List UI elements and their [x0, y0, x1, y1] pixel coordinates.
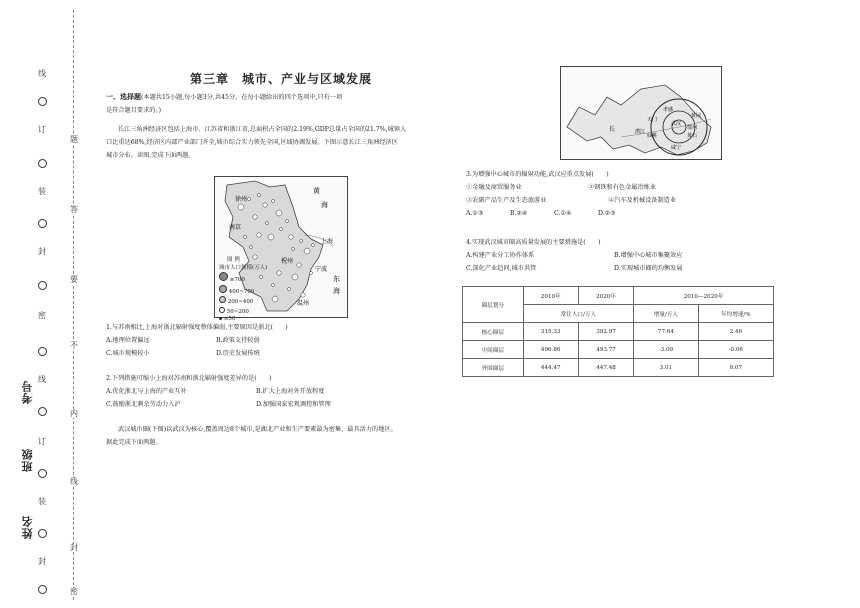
map-city-dot: [257, 233, 261, 237]
section-header: [106, 90, 342, 117]
map-city-dot: [263, 203, 267, 207]
binding-line: [73, 10, 74, 600]
question-1: [106, 321, 288, 360]
legend-item-5: ≤50: [223, 316, 236, 322]
binding-char: 订: [38, 125, 46, 134]
map-city-dot: [250, 246, 253, 249]
q1-option-a[interactable]: A.地理位置偏远: [106, 337, 150, 344]
map2-label-huangshi: 黄石: [687, 133, 698, 139]
question-2: [106, 372, 331, 411]
legend-subtitle: 城市人口规模(万人): [219, 264, 268, 271]
map-label-hai-2: 海: [333, 287, 340, 295]
binding-inner-char: 不: [70, 341, 78, 350]
section-note-2: 是符合题目要求的。): [106, 107, 162, 114]
table-cell: 447.48: [578, 359, 633, 377]
q1-option-d[interactable]: D.历史发展传统: [216, 350, 260, 357]
binding-circle: [38, 529, 47, 538]
table-header-region: 圈层划分: [463, 287, 524, 323]
q2-option-b[interactable]: B.扩大上海对外开放程度: [256, 388, 325, 395]
map-city-dot: [292, 248, 295, 251]
map-city-dot: [244, 236, 247, 239]
q1-stem: 1.与苏南相比,上海对浙北辐射强度整体偏弱,主要原因是浙北( ): [106, 324, 288, 331]
map-city-dot: [277, 271, 281, 275]
q3-option-c[interactable]: C.①④: [554, 210, 572, 217]
binding-circle: [38, 407, 47, 416]
table-cell: -0.06: [698, 341, 773, 359]
legend-item-3: 200~400: [227, 299, 254, 305]
table-cell: 2.46: [698, 323, 773, 341]
question-4: [466, 236, 683, 275]
intro-line-1: 长江三角洲经济区包括上海市、江苏省和浙江省,总面积占全国的2.19%,GDP总量占全国的21.7%,城镇人: [118, 126, 407, 133]
map-city-dot: [272, 200, 275, 203]
map-city-dot: [301, 293, 305, 297]
q4-option-c[interactable]: C.深化产业趋同,城市共管: [466, 265, 537, 272]
map-label-huang: 黄: [313, 187, 320, 195]
q2-stem: 2.下列措施可缩小上海对苏南和浙北辐射强度差异的是( ): [106, 375, 272, 382]
table-cell: 315.33: [523, 323, 578, 341]
legend-item-1: ≥700: [229, 277, 245, 283]
table-cell: 0.07: [698, 359, 773, 377]
q4-option-d[interactable]: D.实现城市圈的均衡发展: [614, 265, 683, 272]
binding-circle: [38, 469, 47, 478]
map-city-dot: [276, 210, 282, 216]
map-label-xuzhou: 徐州: [235, 196, 248, 203]
q2-option-a[interactable]: A.优化浙北与上海的产业互补: [106, 388, 187, 395]
q4-option-b[interactable]: B.增强中心城市集聚效应: [614, 252, 683, 259]
q3-item-3: ③农副产品生产及生态旅游业: [466, 197, 547, 204]
binding-circle: [38, 347, 47, 356]
q2-option-c[interactable]: C.鼓励浙北剩余劳动力入沪: [106, 401, 181, 408]
passage-2: [106, 423, 397, 449]
binding-char: 封: [38, 557, 46, 566]
q2-option-d[interactable]: D.加强国家宏观调控和管理: [256, 401, 331, 408]
map2-label-xiaogan: 孝感: [663, 107, 674, 113]
map2-label-ezhou: 鄂州: [687, 125, 698, 131]
q3-stem: 3.为增强中心城市的辐射功能,武汉应重点发展( ): [466, 171, 609, 178]
map-city-dot: [266, 222, 269, 225]
binding-circle: [38, 281, 47, 290]
binding-inner-char: 密: [70, 587, 78, 596]
table-cell: 核心圈层: [463, 323, 524, 341]
binding-inner-char: 内: [70, 409, 78, 418]
map2-label-xiantao: 仙桃: [647, 133, 658, 139]
map-city-dot: [288, 288, 291, 291]
map-city-dot: [300, 240, 303, 243]
map-city-dot: [248, 198, 251, 201]
q3-option-d[interactable]: D.②③: [598, 210, 616, 217]
table-cell: 3.01: [634, 359, 698, 377]
binding-char: 线: [38, 69, 46, 78]
map-label-wenzhou: 温州: [297, 300, 310, 307]
table-header-span: 2010—2020年: [634, 287, 774, 305]
table-header-2010: 2010年: [523, 287, 578, 305]
passage-1: [106, 123, 406, 162]
map-city-dot: [304, 248, 310, 254]
table-cell: 中间圈层: [463, 341, 524, 359]
q3-option-a[interactable]: A.①③: [466, 210, 484, 217]
name-label: 姓名: [21, 515, 34, 539]
map-label-shanghai: 上海: [321, 238, 334, 245]
binding-inner-char: 线: [70, 477, 78, 486]
map2-label-chang: 长: [609, 126, 616, 133]
question-3: [466, 168, 676, 220]
table-cell: 444.47: [523, 359, 578, 377]
q3-item-1: ①金融及商贸服务业: [466, 184, 522, 191]
map-city-dot: [258, 194, 261, 197]
q1-option-b[interactable]: B.政策支持较弱: [216, 337, 260, 344]
chapter-title: 第三章 城市、产业与区域发展: [190, 72, 373, 86]
intro-line-3: 城市分布。读图,完成下面两题。: [106, 152, 195, 159]
table-subheader-pop: 常住人口/万人: [523, 305, 634, 323]
binding-circle: [38, 159, 47, 168]
map2-label-qianjiang: 潜江: [635, 129, 646, 135]
binding-char: 装: [38, 497, 46, 506]
map-city-dot: [238, 204, 244, 210]
map2-label-xianning: 咸宁: [671, 145, 682, 151]
map-city-dot: [280, 228, 283, 231]
map-label-nanjing: 南京: [229, 224, 242, 231]
map-label-dong: 东: [333, 275, 340, 283]
q3-item-2: ②钢铁和有色金属冶炼业: [588, 184, 657, 191]
table-row: [463, 341, 774, 359]
table-row: [463, 323, 774, 341]
map-city-dot: [310, 272, 313, 275]
class-label: 班级: [21, 448, 34, 472]
binding-inner-char: 要: [70, 275, 78, 284]
intro-line-2: 口比重达68%,经济区内部产业部门齐全,城市综合实力领先全国,区域协调发展。下图示意长江三角洲经济区: [106, 139, 398, 146]
map-city-dot: [253, 215, 257, 219]
table-cell: 外围圈层: [463, 359, 524, 377]
map-label-hangzhou: 杭州: [281, 258, 294, 265]
binding-circle: [38, 219, 47, 228]
binding-char: 订: [38, 437, 46, 446]
binding-char: 线: [38, 375, 46, 384]
map-city-dot: [272, 296, 278, 302]
binding-char: 密: [38, 311, 46, 320]
legend-item-4: 50~200: [226, 308, 249, 315]
map-legend: [219, 257, 267, 324]
wuhan-map-figure: [561, 67, 721, 159]
legend-item-2: 400~700: [228, 288, 255, 295]
table-cell: 496.86: [523, 341, 578, 359]
exam-number-label: 考号: [21, 380, 34, 404]
table-cell: 77.64: [634, 323, 698, 341]
map-city-dot: [268, 234, 274, 240]
wuhan-intro-1: 武汉城市圈(下图)以武汉为核心,覆盖周边8个城市,是湖北产业和生产要素最为密集、最具活力的地区。: [118, 426, 397, 433]
table-cell: 493.77: [578, 341, 633, 359]
legend-title: 图 例: [227, 257, 240, 263]
map-city-dot: [272, 284, 275, 287]
map-label-ningbo: 宁波: [315, 266, 328, 273]
map-city-dot: [289, 235, 293, 239]
section-heading: 一、选择题: [106, 92, 141, 101]
wuhan-intro-2: 据此完成下面两题。: [106, 439, 162, 446]
section-note-1: (本题共15小题,每小题3分,共45分。在每小题给出的四个选项中,只有一项: [141, 94, 343, 101]
binding-char: 装: [38, 187, 46, 196]
table-subheader-increase: 增量/万人: [634, 305, 698, 323]
q4-option-a[interactable]: A.构建产业分工协作体系: [466, 252, 535, 259]
map2-label-huanggang: 黄冈: [691, 113, 702, 119]
table-header-2020: 2020年: [578, 287, 633, 305]
table-cell: -3.09: [634, 341, 698, 359]
q3-option-b[interactable]: B.②④: [510, 210, 528, 217]
map-city-dot: [312, 244, 315, 247]
binding-inner-char: 题: [70, 135, 78, 144]
population-table: [462, 286, 774, 377]
map-city-dot: [286, 220, 289, 223]
binding-circle: [38, 97, 47, 106]
q4-stem: 4.实现武汉城市圈高质量发展的主要措施是( ): [466, 239, 601, 246]
q1-option-c[interactable]: C.城市规模较小: [106, 350, 150, 357]
table-subheader-rate: 年均增速/%: [698, 305, 773, 323]
binding-inner-char: 答: [70, 205, 78, 214]
map-city-dot: [292, 274, 298, 280]
wuhan-circle-map: [560, 66, 722, 160]
binding-circle: [38, 585, 47, 594]
map2-label-tianmen: 天门: [647, 117, 658, 123]
q3-item-4: ④汽车及机械设备制造业: [608, 197, 677, 204]
map-city-dot: [297, 263, 301, 267]
table-cell: 392.97: [578, 323, 633, 341]
yangtze-delta-map: [214, 176, 348, 322]
table-row: [463, 359, 774, 377]
map2-label-wuhan: 武汉: [671, 121, 682, 127]
map-label-hai: 海: [321, 201, 328, 209]
binding-char: 封: [38, 247, 46, 256]
binding-inner-char: 封: [70, 543, 78, 552]
